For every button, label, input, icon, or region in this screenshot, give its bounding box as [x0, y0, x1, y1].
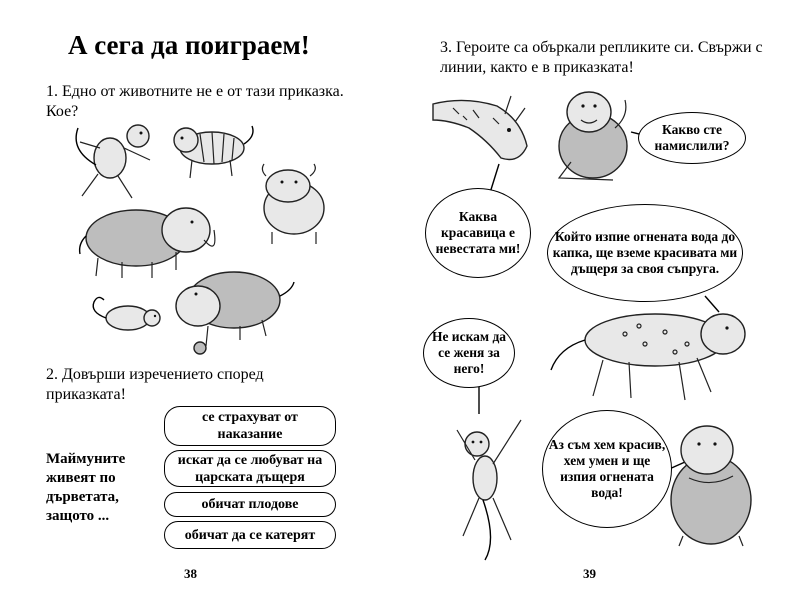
page-title: А сега да поиграем!	[68, 30, 310, 60]
monkey-drawing	[457, 420, 521, 560]
sentence-stem: Маймуните живеят по дърветата, защото ...	[46, 451, 126, 524]
tiger-drawing	[174, 126, 253, 178]
gorilla-drawing	[671, 426, 751, 546]
hippo-drawing	[176, 272, 294, 354]
speech-bubble[interactable]: Който изпие огнената вода до капка, ще вземе красивата ми дъщеря за своя съпруга.	[547, 204, 743, 302]
gorilla-drawing	[559, 92, 627, 180]
answer-option[interactable]: обичат плодове	[164, 492, 336, 517]
speech-bubble[interactable]: Каква красавица е невестата ми!	[425, 188, 531, 278]
boar-drawing	[262, 164, 324, 244]
speech-bubble[interactable]: Какво сте намислили?	[638, 112, 746, 164]
answer-option[interactable]: се страхуват от наказание	[164, 406, 336, 446]
speech-bubble[interactable]: Аз съм хем красив, хем умен и ще изпия огнената вода!	[542, 410, 672, 528]
answer-option[interactable]: искат да се любуват на царската дъщеря	[164, 450, 336, 487]
question-3: 3. Героите са объркали репликите си. Свържи с линии, както е в приказката!	[440, 39, 763, 76]
giraffe-drawing	[433, 96, 527, 160]
monkey-drawing	[76, 125, 150, 198]
page-number: 38	[184, 566, 197, 581]
cheetah-drawing	[551, 314, 745, 400]
answer-option[interactable]: обичат да се катерят	[164, 521, 336, 549]
question-2: 2. Довърши изречението според приказката!	[46, 366, 264, 403]
page-number: 39	[583, 566, 596, 581]
question-1: 1. Едно от животните не е от тази приказка. Кое?	[46, 83, 344, 120]
elephant-drawing	[80, 208, 215, 278]
mouse-drawing	[93, 297, 160, 330]
right-page	[393, 0, 785, 598]
speech-bubble[interactable]: Не искам да се женя за него!	[423, 318, 515, 388]
left-page	[0, 0, 392, 598]
